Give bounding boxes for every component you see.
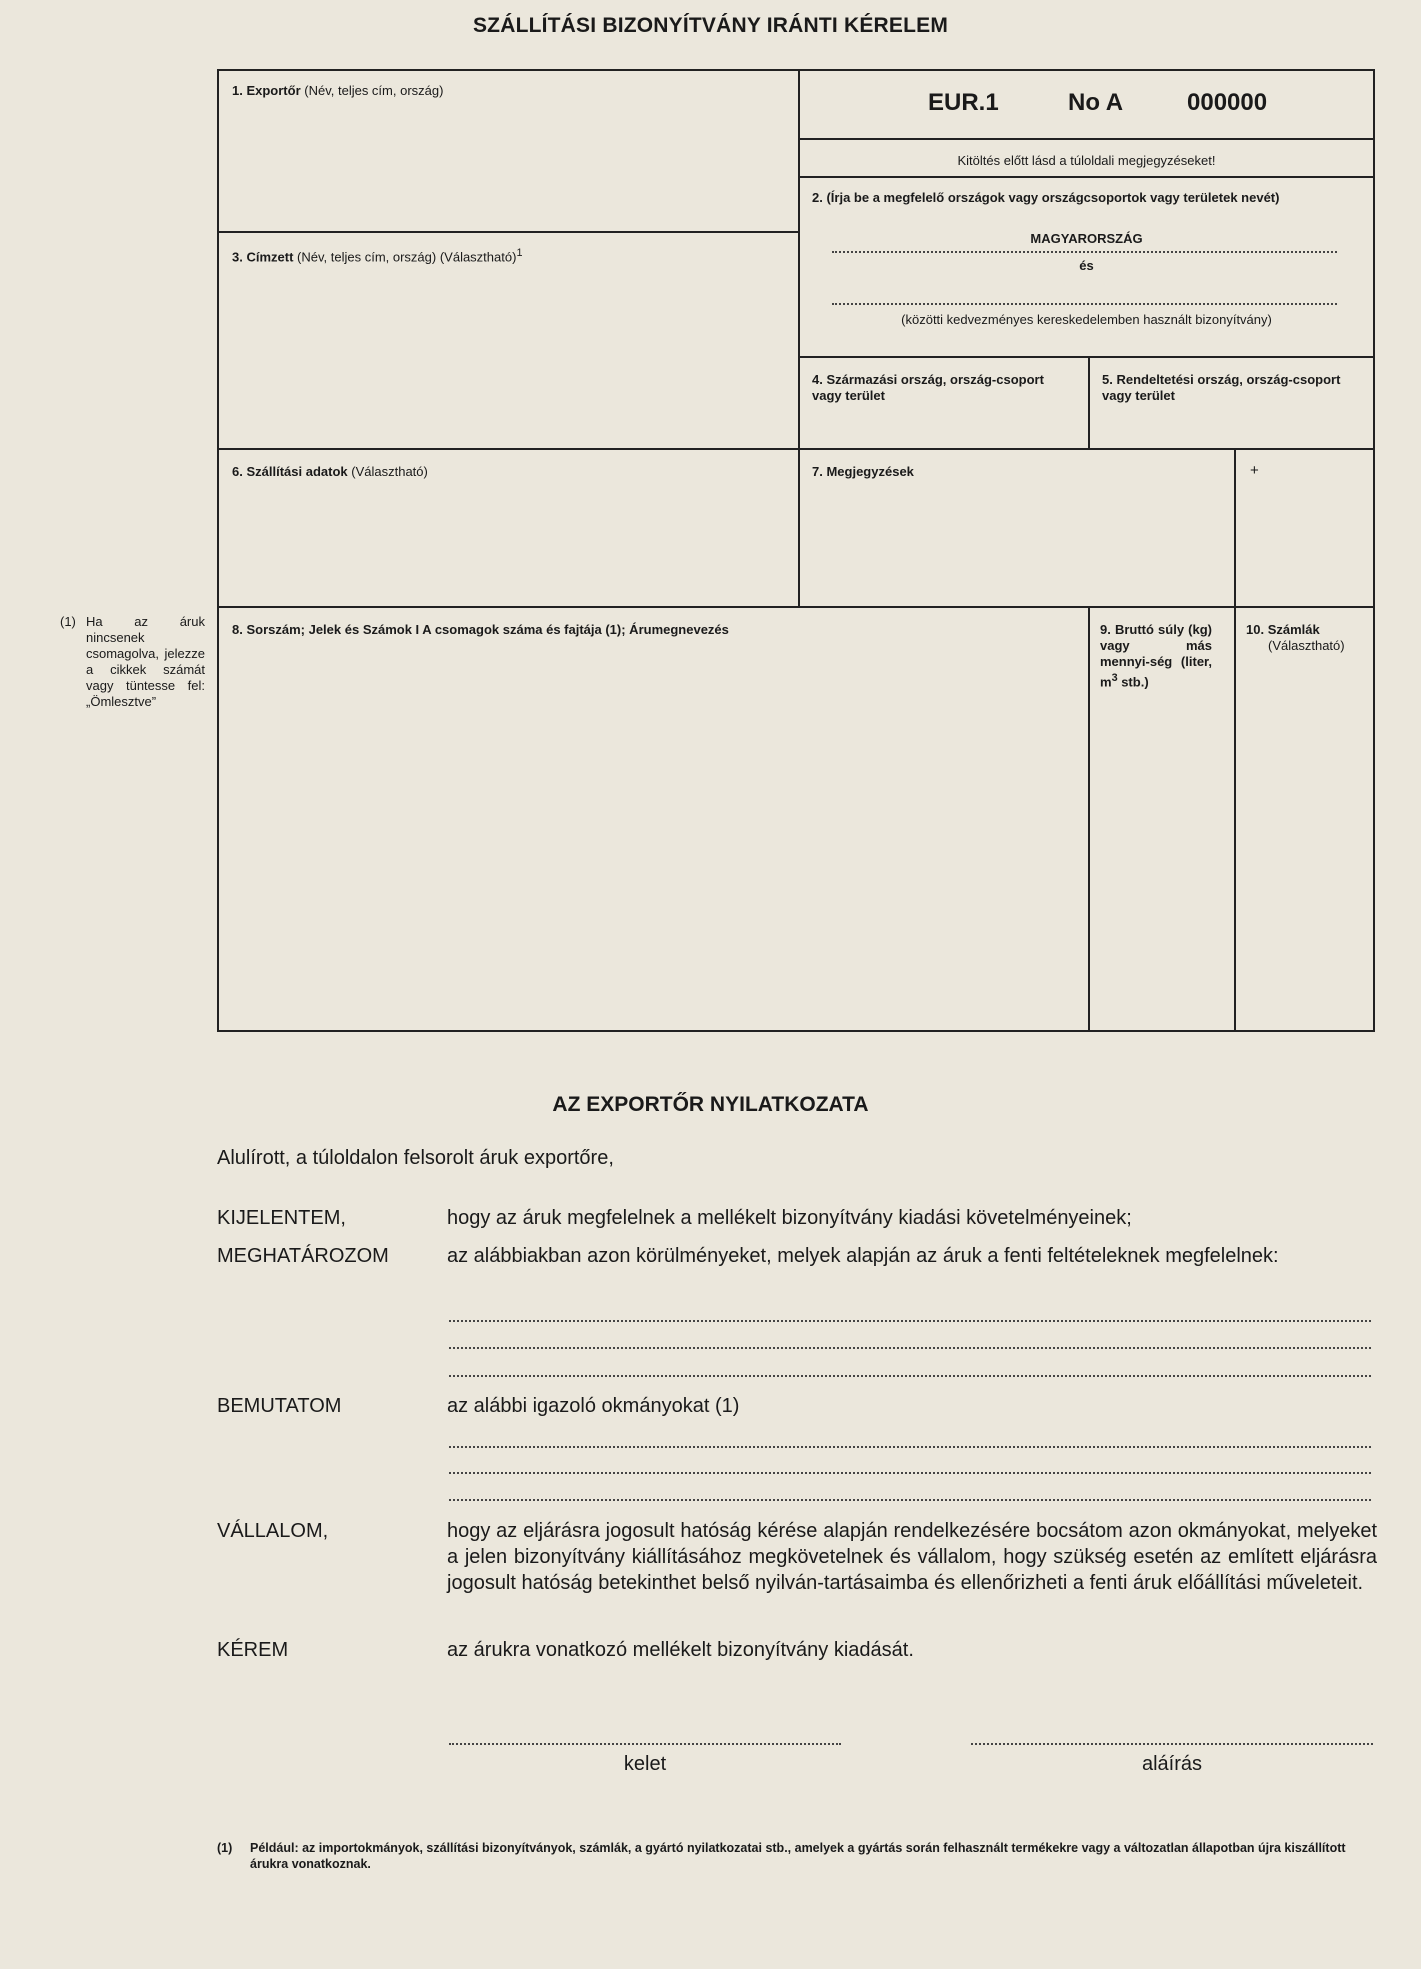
box9-num: 9.: [1100, 622, 1111, 637]
box4-label: Származási ország, ország-csoport vagy terület: [812, 372, 1044, 403]
signature-label: aláírás: [1141, 1753, 1203, 1775]
box9-sup: 3: [1111, 672, 1118, 684]
footnote-text: Például: az importokmányok, szállítási bizonyítványok, számlák, a gyártó nyilatkozatai stb., amelyek a gyártás során felhasznált termékekre vagy a változatlan állapotban újra kiszállított árukra vonatkoznak.: [250, 1841, 1346, 1871]
footnote: [217, 1840, 1367, 1872]
circumstances-line-3[interactable]: [449, 1375, 1371, 1377]
documents-line-2[interactable]: [449, 1472, 1371, 1474]
box2-num: 2.: [812, 190, 823, 205]
side-note-num: (1): [60, 614, 76, 629]
text-meghatarozom: az alábbiakban azon körülményeket, melyek alapján az áruk a fenti feltételeknek megfelelnek:: [447, 1245, 1279, 1267]
key-kerem: KÉREM: [217, 1639, 289, 1661]
instructions-note: Kitöltés előtt lásd a túloldali megjegyzéseket!: [957, 153, 1216, 168]
box-consignee[interactable]: [219, 231, 798, 448]
request-form: [217, 69, 1375, 1032]
box9-label: Bruttó súly (kg) vagy más mennyi-ség (liter, m: [1100, 622, 1212, 690]
plus-mark: +: [1250, 462, 1259, 479]
box2-label: (Írja be a megfelelő országok vagy országcsoportok vagy területek nevét): [826, 190, 1280, 205]
box7-label: Megjegyzések: [826, 464, 914, 479]
box3-label: Címzett: [246, 249, 294, 265]
box1-detail: (Név, teljes cím, ország): [304, 83, 444, 98]
note-strip: [798, 138, 1373, 176]
date-line[interactable]: [449, 1743, 841, 1745]
box3-num: 3.: [232, 249, 243, 265]
box-weight[interactable]: [1088, 606, 1234, 1030]
key-bemutatom: BEMUTATOM: [217, 1395, 342, 1417]
side-note-text: Ha az áruk nincsenek csomagolva, jelezze a cikkek számát vagy tüntesse fel: „Ömlesztve”: [86, 614, 205, 709]
declaration-intro: Alulírott, a túloldalon felsorolt áruk exportőre,: [217, 1147, 614, 1169]
eur-code: EUR.1: [928, 89, 999, 116]
box4-num: 4.: [812, 372, 823, 387]
box-exporter[interactable]: [219, 71, 798, 231]
circumstances-line-2[interactable]: [449, 1347, 1371, 1349]
box7-num: 7.: [812, 464, 823, 479]
box1-num: 1.: [232, 83, 243, 98]
country-line-1: [832, 251, 1337, 253]
declaration-title: AZ EXPORTŐR NYILATKOZATA: [552, 1093, 869, 1116]
text-vallalom: hogy az eljárásra jogosult hatóság kérése alapján rendelkezésére bocsátom azon okmányokat, melyeket a jelen bizonyítvány kiállításához megkövetelnek és vállalom, hogy szükség esetén az említett eljárásra jogosult hatóság betekinthet belső nyilván-tartásaimba és ellenőrizheti a fenti áruk előállítási műveleteit.: [447, 1520, 1377, 1594]
country-line-2[interactable]: [832, 303, 1337, 305]
key-vallalom: VÁLLALOM,: [217, 1520, 329, 1542]
box8-label: Sorszám; Jelek és Számok I A csomagok száma és fajtája (1); Árumegnevezés: [246, 622, 729, 637]
footnote-num: (1): [217, 1841, 233, 1855]
text-kijelentem: hogy az áruk megfelelnek a mellékelt bizonyítvány kiadási követelményeinek;: [447, 1207, 1132, 1229]
box6-num: 6.: [232, 464, 243, 479]
box1-label: Exportőr: [246, 83, 301, 98]
box8-num: 8.: [232, 622, 243, 637]
box10-label: Számlák: [1267, 622, 1320, 637]
signature-line[interactable]: [971, 1743, 1373, 1745]
box9-tail: stb.): [1117, 674, 1149, 690]
box3-detail: (Név, teljes cím, ország) (Választható): [297, 249, 517, 265]
circumstances-line-1[interactable]: [449, 1320, 1371, 1322]
box-invoices[interactable]: [1234, 606, 1373, 1030]
key-kijelentem: KIJELENTEM,: [217, 1207, 346, 1229]
box10-num: 10.: [1246, 622, 1265, 637]
box-destination[interactable]: [1088, 356, 1373, 448]
box-origin[interactable]: [798, 356, 1088, 448]
key-meghatarozom: MEGHATÁROZOM: [217, 1245, 389, 1267]
box3-sup: 1: [516, 247, 523, 259]
country-hungary: MAGYARORSZÁG: [1030, 231, 1143, 246]
text-kerem: az árukra vonatkozó mellékelt bizonyítvány kiadását.: [447, 1639, 914, 1661]
box5-num: 5.: [1102, 372, 1113, 387]
box-transport[interactable]: [219, 448, 798, 606]
box2-footer: (közötti kedvezményes kereskedelemben használt bizonyítvány): [901, 312, 1272, 327]
box6-detail: (Választható): [351, 464, 428, 479]
page-title: SZÁLLÍTÁSI BIZONYÍTVÁNY IRÁNTI KÉRELEM: [472, 14, 949, 37]
documents-line-1[interactable]: [449, 1446, 1371, 1448]
eur-number: 000000: [1187, 89, 1268, 116]
box5-label: Rendeltetési ország, ország-csoport vagy terület: [1102, 372, 1341, 403]
and-word: és: [1079, 258, 1094, 273]
box-goods[interactable]: [219, 606, 1088, 1030]
box10-detail: (Választható): [1268, 638, 1345, 653]
documents-line-3[interactable]: [449, 1499, 1371, 1501]
eur-header: [798, 71, 1373, 138]
box-plus: [1234, 448, 1373, 606]
box-countries[interactable]: [798, 176, 1373, 356]
text-bemutatom: az alábbi igazoló okmányokat (1): [447, 1395, 740, 1417]
side-note: [60, 614, 205, 710]
date-label: kelet: [623, 1753, 667, 1775]
box-remarks[interactable]: [798, 448, 1234, 606]
eur-no: No A: [1068, 89, 1124, 116]
box6-label: Szállítási adatok: [246, 464, 348, 479]
